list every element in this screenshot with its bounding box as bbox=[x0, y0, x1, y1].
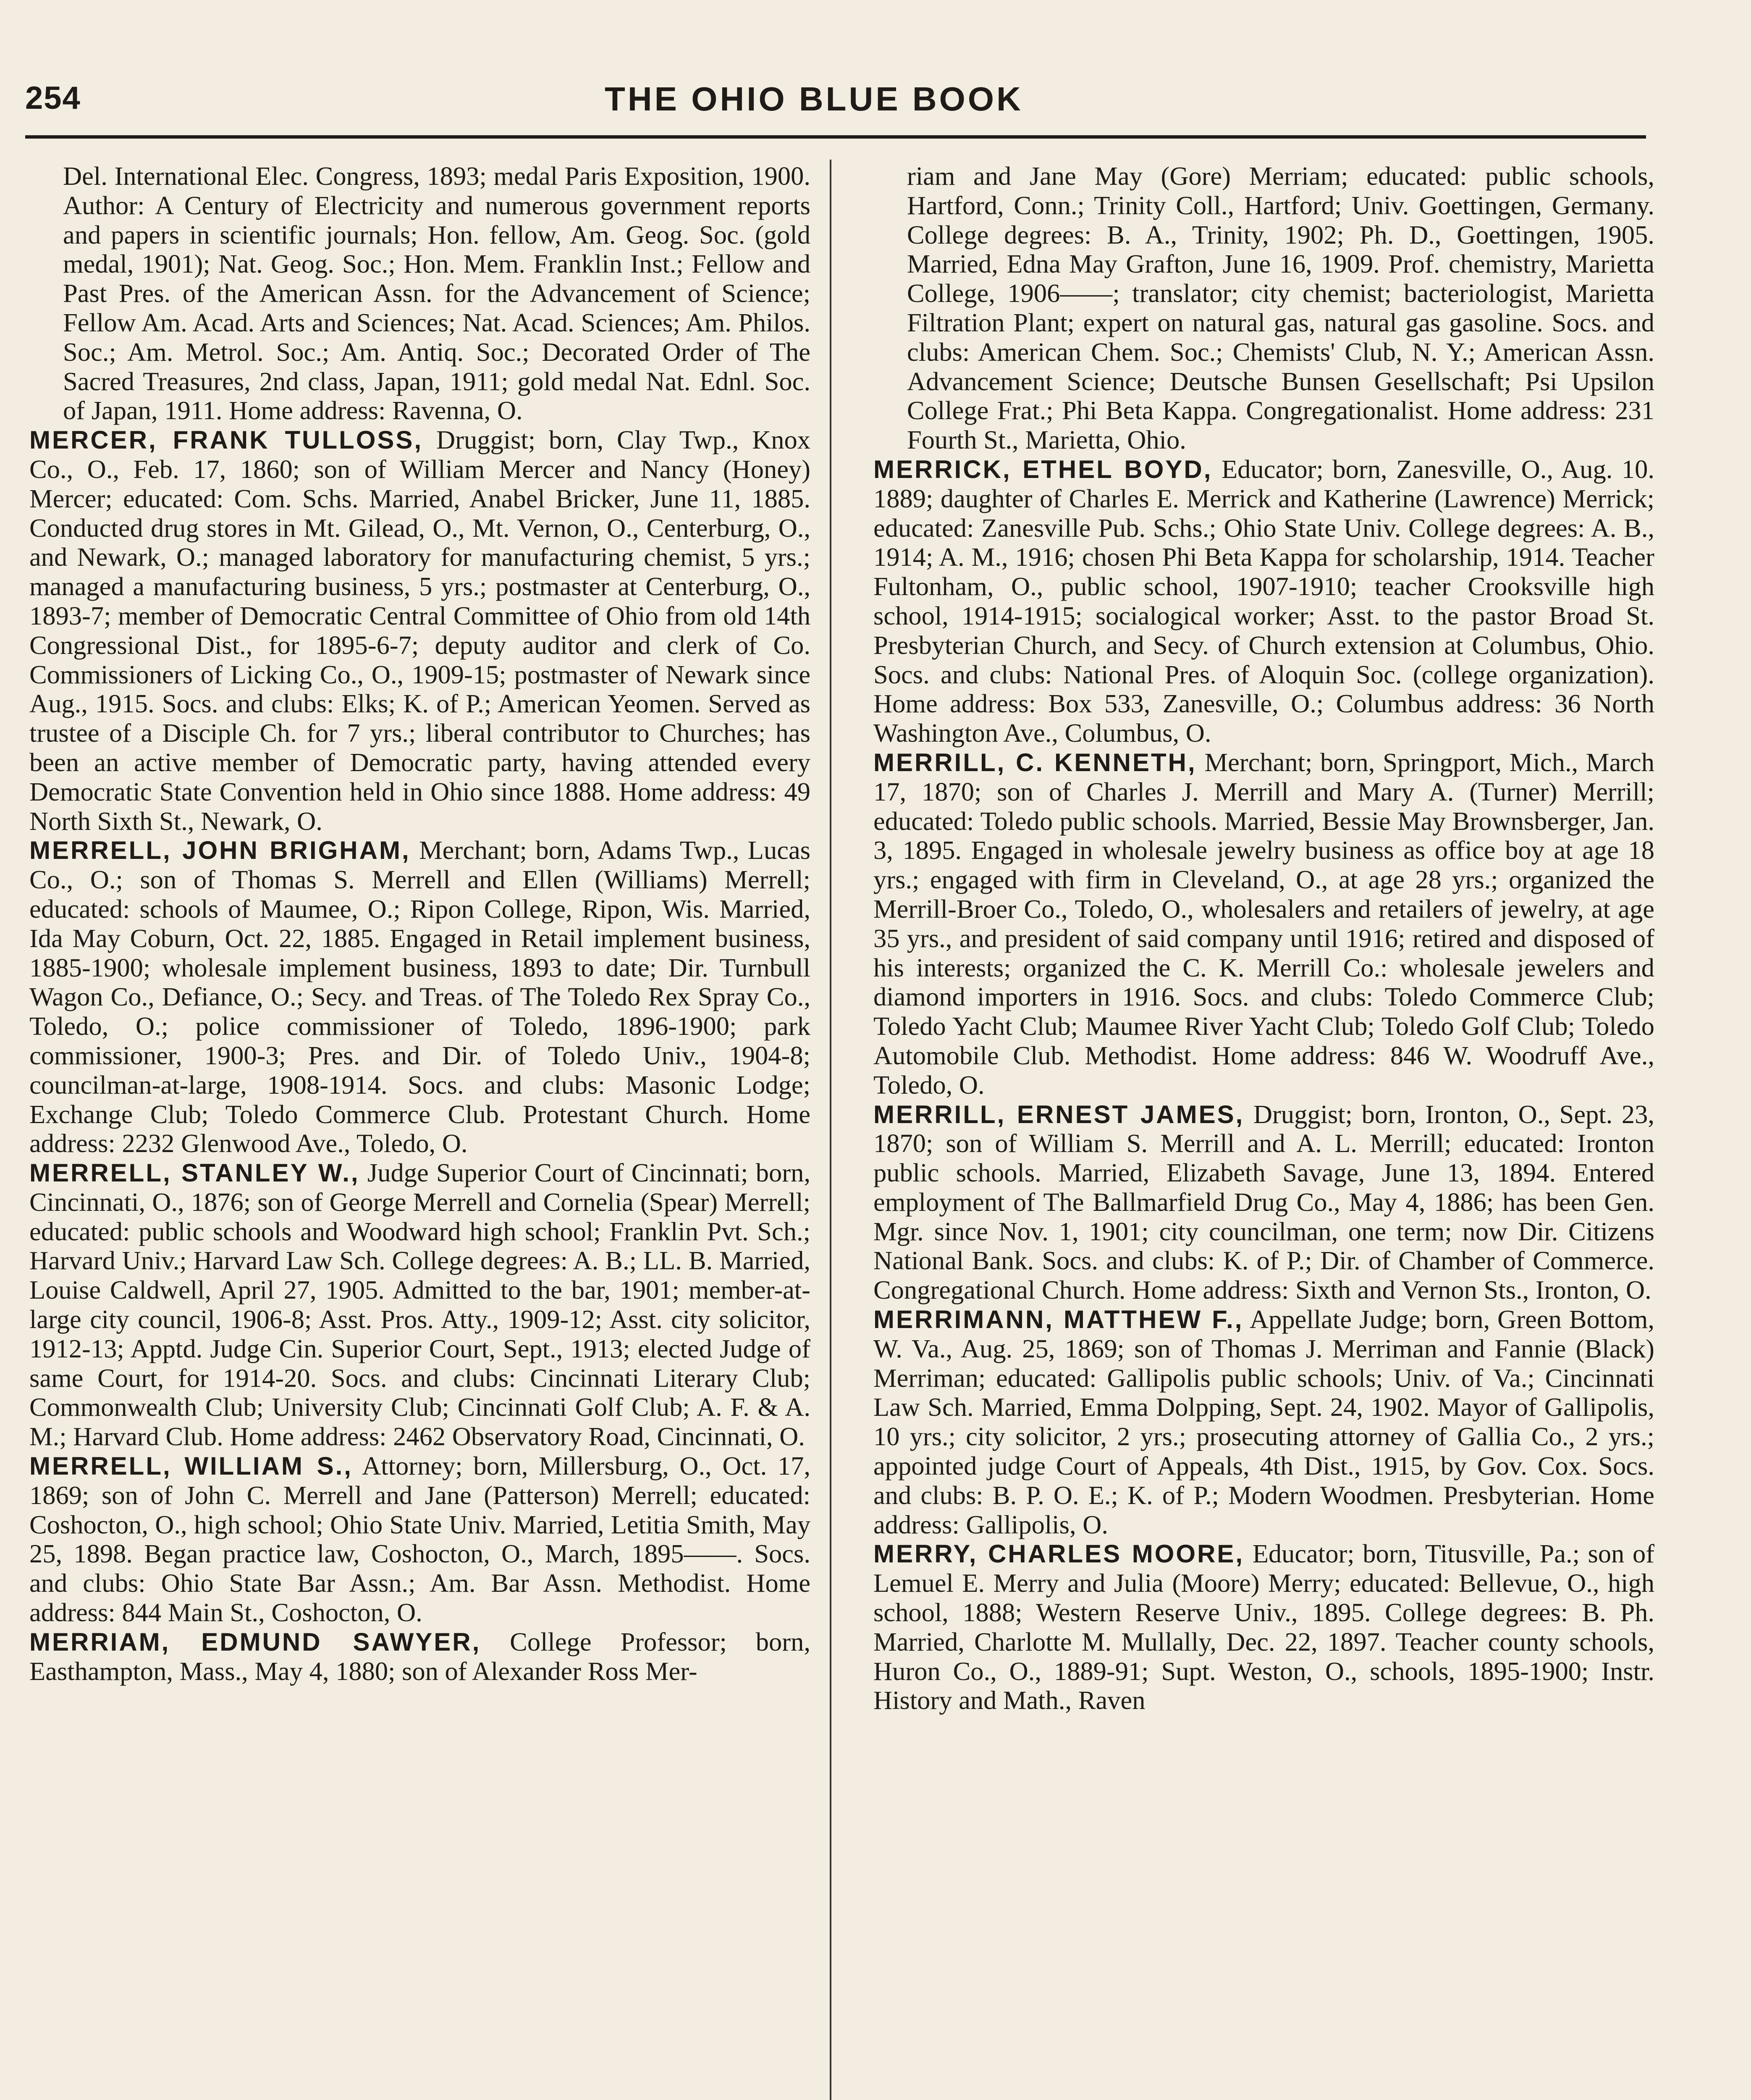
biography-entry bbox=[29, 836, 810, 1158]
left-column bbox=[29, 162, 810, 2100]
entry-text: College Professor; born, Easthampton, Mass., May 4, 1880; son of Alexander Ross Mer- bbox=[29, 1627, 810, 1686]
entry-name: MERRIAM, EDMUND SAWYER, bbox=[29, 1628, 481, 1656]
biography-entry bbox=[29, 1452, 810, 1628]
entry-name: MERRELL, JOHN BRIGHAM, bbox=[29, 836, 411, 865]
biography-entry bbox=[29, 1158, 810, 1452]
page-header bbox=[25, 80, 1642, 134]
biography-entry bbox=[873, 1539, 1654, 1715]
entry-name: MERRILL, ERNEST JAMES, bbox=[873, 1100, 1245, 1129]
biography-entry bbox=[873, 1100, 1654, 1305]
entry-text: Educator; born, Titusville, Pa.; son of Lemuel E. Merry and Julia (Moore) Merry; educated: Bellevue, O., high school, 1888; Western Reserve Univ., 1895. College degrees: B. Ph. Married, Charlotte M. Mullally, Dec. 22, 1897. Teacher county schools, Huron Co., O., 1889-91; Supt. Weston, O., schools, 1895-1900; Instr. History and Math., Raven bbox=[873, 1539, 1654, 1715]
entry-name: MERCER, FRANK TULLOSS, bbox=[29, 426, 423, 454]
continuation-paragraph: riam and Jane May (Gore) Merriam; educated: public schools, Hartford, Conn.; Trinity Coll., Hartford; Univ. Goettingen, Germany. College degrees: B. A., Trinity, 1902; Ph. D., Goettingen, 1905. Married, Edna May Grafton, June 16, 1909. Prof. chemistry, Marietta College, 1906——; translator; city chemist; bacteriologist, Marietta Filtration Plant; expert on natural gas, natural gas gasoline. Socs. and clubs: American Chem. Soc.; Chemists' Club, N. Y.; American Assn. Advancement Science; Deutsche Bunsen Gesellschaft; Psi Upsilon College Frat.; Phi Beta Kappa. Congregationalist. Home address: 231 Fourth St., Marietta, Ohio. bbox=[907, 162, 1654, 455]
entry-name: MERRILL, C. KENNETH, bbox=[873, 748, 1197, 777]
biography-entry bbox=[873, 455, 1654, 748]
column-divider bbox=[830, 160, 831, 2100]
biography-entry bbox=[29, 1628, 810, 1686]
entry-name: MERRY, CHARLES MOORE, bbox=[873, 1540, 1245, 1568]
header-rule bbox=[25, 135, 1646, 139]
biography-entry bbox=[873, 1305, 1654, 1539]
running-title: THE OHIO BLUE BOOK bbox=[605, 80, 1023, 118]
entry-name: MERRELL, STANLEY W., bbox=[29, 1159, 360, 1187]
page-number: 254 bbox=[25, 80, 81, 116]
entry-text: Druggist; born, Clay Twp., Knox Co., O., Feb. 17, 1860; son of William Mercer and Nancy (Honey) Mercer; educated: Com. Schs. Married, Anabel Bricker, June 11, 1885. Conducted drug stores in Mt. Gilead, O., Mt. Vernon, O., Centerburg, O., and Newark, O.; managed laboratory for manufacturing chemist, 5 yrs.; managed a manufacturing business, 5 yrs.; postmaster at Centerburg, O., 1893-7; member of Democratic Central Committee of Ohio from old 14th Congressional Dist., for 1895-6-7; deputy auditor and clerk of Co. Commissioners of Licking Co., O., 1909-15; postmaster of Newark since Aug., 1915. Socs. and clubs: Elks; K. of P.; American Yeomen. Served as trustee of a Disciple Ch. for 7 yrs.; liberal contributor to Churches; has been an active member of Democratic party, having attended every Democratic State Convention held in Ohio since 1888. Home address: 49 North Sixth St., Newark, O. bbox=[29, 425, 810, 836]
entry-text: Merchant; born, Adams Twp., Lucas Co., O.; son of Thomas S. Merrell and Ellen (Williams) Merrell; educated: schools of Maumee, O.; Ripon College, Ripon, Wis. Married, Ida May Coburn, Oct. 22, 1885. Engaged in Retail implement business, 1885-1900; wholesale implement business, 1893 to date; Dir. Turnbull Wagon Co., Defiance, O.; Secy. and Treas. of The Toledo Rex Spray Co., Toledo, O.; police commissioner of Toledo, 1896-1900; park commissioner, 1900-3; Pres. and Dir. of Toledo Univ., 1904-8; councilman-at-large, 1908-1914. Socs. and clubs: Masonic Lodge; Exchange Club; Toledo Commerce Club. Protestant Church. Home address: 2232 Glenwood Ave., Toledo, O. bbox=[29, 835, 810, 1158]
continuation-text bbox=[29, 162, 810, 425]
entry-name: MERRELL, WILLIAM S., bbox=[29, 1452, 353, 1480]
entry-text: Educator; born, Zanesville, O., Aug. 10. 1889; daughter of Charles E. Merrick and Katherine (Lawrence) Merrick; educated: Zanesville Pub. Schs.; Ohio State Univ. College degrees: A. B., 1914; A. M., 1916; chosen Phi Beta Kappa for scholarship, 1914. Teacher Fultonham, O., public school, 1907-1910; teacher Crooksville high school, 1914-1915; socialogical worker; Asst. to the pastor Broad St. Presbyterian Church, and Secy. of Church extension at Columbus, Ohio. Socs. and clubs: National Pres. of Aloquin Soc. (college organization). Home address: Box 533, Zanesville, O.; Columbus address: 36 North Washington Ave., Columbus, O. bbox=[873, 454, 1654, 748]
entry-text: Attorney; born, Millersburg, O., Oct. 17, 1869; son of John C. Merrell and Jane (Patterson) Merrell; educated: Coshocton, O., high school; Ohio State Univ. Married, Letitia Smith, May 25, 1898. Began practice law, Coshocton, O., March, 1895——. Socs. and clubs: Ohio State Bar Assn.; Am. Bar Assn. Methodist. Home address: 844 Main St., Coshocton, O. bbox=[29, 1451, 810, 1628]
entry-text: Merchant; born, Springport, Mich., March 17, 1870; son of Charles J. Merrill and Mary A. (Turner) Merrill; educated: Toledo public schools. Married, Bessie May Brownsberger, Jan. 3, 1895. Engaged in wholesale jewelry business as office boy at age 18 yrs.; engaged with firm in Cleveland, O., at age 28 yrs.; organized the Merrill-Broer Co., Toledo, O., wholesalers and retailers of jewelry, at age 35 yrs., and president of said company until 1916; retired and disposed of his interests; organized the C. K. Merrill Co.: wholesale jewelers and diamond importers in 1916. Socs. and clubs: Toledo Commerce Club; Toledo Yacht Club; Maumee River Yacht Club; Toledo Golf Club; Toledo Automobile Club. Methodist. Home address: 846 W. Woodruff Ave., Toledo, O. bbox=[873, 747, 1654, 1100]
entry-text: Appellate Judge; born, Green Bottom, W. Va., Aug. 25, 1869; son of Thomas J. Merriman and Fannie (Black) Merriman; educated: Gallipolis public schools; Univ. of Va.; Cincinnati Law Sch. Married, Emma Dolpping, Sept. 24, 1902. Mayor of Gallipolis, 10 yrs.; city solicitor, 2 yrs.; prosecuting attorney of Gallia Co., 2 yrs.; appointed judge Court of Appeals, 4th Dist., 1915, by Gov. Cox. Socs. and clubs: B. P. O. E.; K. of P.; Modern Woodmen. Presbyterian. Home address: Gallipolis, O. bbox=[873, 1305, 1654, 1539]
continuation-paragraph: Del. International Elec. Congress, 1893; medal Paris Exposition, 1900. Author: A Century of Electricity and numerous government reports and papers in scientific journals; Hon. fellow, Am. Geog. Soc. (gold medal, 1901); Nat. Geog. Soc.; Hon. Mem. Franklin Inst.; Fellow and Past Pres. of the American Assn. for the Advancement of Science; Fellow Am. Acad. Arts and Sciences; Nat. Acad. Sciences; Am. Philos. Soc.; Am. Metrol. Soc.; Am. Antiq. Soc.; Decorated Order of The Sacred Treasures, 2nd class, Japan, 1911; gold medal Nat. Ednl. Soc. of Japan, 1911. Home address: Ravenna, O. bbox=[63, 162, 810, 425]
biography-entry bbox=[29, 425, 810, 836]
entry-text: Judge Superior Court of Cincinnati; born, Cincinnati, O., 1876; son of George Merrell and Cornelia (Spear) Merrell; educated: public schools and Woodward high school; Franklin Pvt. Sch.; Harvard Univ.; Harvard Law Sch. College degrees: A. B.; LL. B. Married, Louise Caldwell, April 27, 1905. Admitted to the bar, 1901; member-at-large city council, 1906-8; Asst. Pros. Atty., 1909-12; Asst. city solicitor, 1912-13; Apptd. Judge Cin. Superior Court, Sept., 1913; elected Judge of same Court, for 1914-20. Socs. and clubs: Cincinnati Literary Club; Commonwealth Club; University Club; Cincinnati Golf Club; A. F. & A. M.; Harvard Club. Home address: 2462 Observatory Road, Cincinnati, O. bbox=[29, 1158, 810, 1452]
entry-name: MERRIMANN, MATTHEW F., bbox=[873, 1305, 1244, 1334]
right-column bbox=[873, 162, 1654, 2100]
entry-text: Druggist; born, Ironton, O., Sept. 23, 1870; son of William S. Merrill and A. L. Merrill; educated: Ironton public schools. Married, Elizabeth Savage, June 13, 1894. Entered employment of The Ballmarfield Drug Co., May 4, 1886; has been Gen. Mgr. since Nov. 1, 1901; city councilman, one term; now Dir. Citizens National Bank. Socs. and clubs: K. of P.; Dir. of Chamber of Commerce. Congregational Church. Home address: Sixth and Vernon Sts., Ironton, O. bbox=[873, 1099, 1654, 1305]
continuation-text bbox=[873, 162, 1654, 455]
entry-name: MERRICK, ETHEL BOYD, bbox=[873, 455, 1213, 483]
biography-entry bbox=[873, 748, 1654, 1100]
